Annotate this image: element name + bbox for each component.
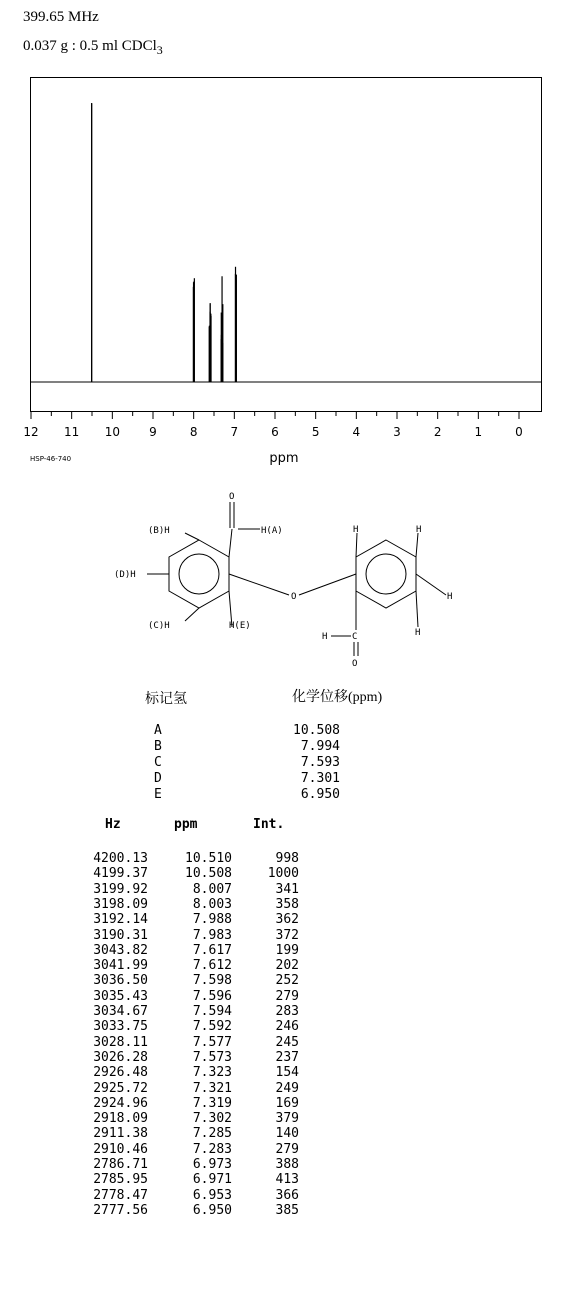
x-tick-label: 7 (230, 425, 239, 439)
peak-hz: 2786.71 (93, 1157, 148, 1172)
peak-int: 245 (275, 1034, 299, 1050)
left-ring-aromatic-circle (179, 554, 219, 594)
assignment-header-label: 标记氢 (145, 692, 187, 707)
peak-ppm: 7.302 (192, 1111, 232, 1127)
peak-ppm: 7.285 (192, 1126, 232, 1142)
peak-table-header-ppm: ppm (174, 817, 198, 832)
peak-ppm: 7.988 (192, 912, 232, 928)
peak-ppm: 7.612 (192, 958, 232, 974)
left-ring (169, 540, 229, 608)
x-tick-label: 8 (189, 425, 198, 439)
bond-h-r2 (416, 533, 418, 557)
peak-hz: 2918.09 (93, 1111, 148, 1127)
assignment-label: B (154, 739, 162, 754)
x-axis-tick-labels (23, 425, 522, 439)
peak-ppm: 7.598 (192, 973, 232, 989)
label-hd: (D)H (114, 570, 136, 580)
bond-h-r3 (416, 574, 446, 595)
x-tick-label: 11 (64, 425, 80, 439)
peak-ppm: 10.508 (185, 866, 232, 882)
peak-ppm: 7.617 (192, 942, 232, 958)
assignment-shift: 7.301 (300, 771, 340, 786)
label-h-r1: H (353, 525, 359, 535)
peak-int: 202 (275, 958, 299, 974)
label-c-ald: C (352, 632, 358, 642)
label-o-top: O (229, 492, 235, 502)
x-tick-label: 9 (149, 425, 157, 439)
plot-frame (31, 78, 542, 412)
peak-table-header-hz: Hz (105, 817, 121, 832)
x-tick-label: 10 (104, 425, 120, 439)
assignment-shift: 10.508 (293, 723, 340, 738)
label-he: H(E) (229, 621, 251, 631)
peak-int: 1000 (267, 866, 299, 882)
peak-int: 413 (275, 1172, 299, 1188)
x-tick-label: 4 (352, 425, 361, 439)
assignment-label: C (154, 755, 162, 770)
peak-int: 379 (275, 1111, 299, 1127)
peak-ppm: 10.510 (185, 851, 232, 866)
assignment-label: A (154, 723, 162, 738)
x-tick-label: 3 (393, 425, 401, 439)
peak-int: 366 (275, 1187, 299, 1203)
peak-int: 385 (275, 1202, 299, 1218)
peak-hz: 3041.99 (93, 958, 148, 974)
peak-hz: 2926.48 (93, 1065, 148, 1081)
x-tick-label: 2 (433, 425, 442, 439)
assignment-label: E (154, 787, 162, 802)
peak-int: 358 (275, 896, 299, 912)
label-ha: H(A) (261, 526, 283, 536)
bond-hb (185, 533, 199, 540)
label-hc: (C)H (148, 621, 170, 631)
peak-hz: 3192.14 (93, 912, 148, 928)
peak-ppm: 6.950 (192, 1202, 232, 1218)
peak-hz: 2925.72 (93, 1080, 148, 1096)
x-tick-label: 1 (474, 425, 483, 439)
peak-hz: 2910.46 (93, 1141, 148, 1157)
assignment-shift: 7.593 (300, 755, 340, 770)
peak-ppm: 7.983 (192, 927, 232, 943)
spectrum-code: HSP-46-740 (30, 455, 72, 463)
peak-ppm: 6.973 (192, 1157, 232, 1172)
peak-hz: 2785.95 (93, 1172, 148, 1188)
peak-ppm: 7.321 (192, 1080, 232, 1096)
assignment-shift: 7.994 (300, 739, 340, 754)
x-tick-label: 6 (271, 425, 279, 439)
x-tick-label: 0 (515, 425, 523, 439)
bond-hc (185, 608, 199, 621)
peak-hz: 3198.09 (93, 896, 148, 912)
peak-int: 279 (275, 1141, 299, 1157)
sample-subscript: 3 (156, 43, 163, 57)
peak-hz: 2777.56 (93, 1202, 148, 1218)
peak-int: 199 (275, 942, 299, 958)
label-h-r3: H (447, 592, 453, 602)
peak-int: 246 (275, 1019, 299, 1035)
label-hb: (B)H (148, 526, 170, 536)
peak-ppm: 8.007 (192, 881, 232, 897)
peak-ppm: 7.596 (192, 988, 232, 1004)
peak-hz: 3028.11 (93, 1034, 148, 1050)
assignment-header-shift: 化学位移(ppm) (292, 690, 383, 705)
peak-hz: 3034.67 (93, 1004, 148, 1019)
x-axis-ticks (31, 412, 519, 419)
peak-ppm: 7.323 (192, 1065, 232, 1081)
peak-int: 372 (275, 927, 299, 943)
peak-hz: 4199.37 (93, 866, 148, 882)
peak-table-header-int: Int. (253, 817, 285, 832)
peak-ppm: 7.577 (192, 1034, 232, 1050)
molecular-structure (0, 485, 570, 685)
peak-int: 341 (275, 881, 299, 897)
peak-int: 249 (275, 1080, 299, 1096)
bond-c-cho-top (229, 529, 232, 557)
peak-ppm: 7.594 (192, 1004, 232, 1019)
peak-int: 362 (275, 912, 299, 928)
label-o-bottom: O (352, 659, 358, 669)
peak-ppm: 7.283 (192, 1141, 232, 1157)
peak-hz: 3035.43 (93, 988, 148, 1004)
peak-int: 283 (275, 1004, 299, 1019)
x-axis-label: ppm (269, 451, 299, 466)
x-tick-label: 12 (23, 425, 39, 439)
peaks-group (92, 103, 237, 382)
peak-hz: 3033.75 (93, 1019, 148, 1035)
assignment-shift: 6.950 (300, 787, 340, 802)
peak-hz: 2924.96 (93, 1095, 148, 1111)
peak-hz: 3199.92 (93, 881, 148, 897)
peak-int: 998 (275, 851, 299, 866)
sample-concentration-text: 0.037 g : 0.5 ml CDCl (23, 38, 157, 54)
right-ring (356, 540, 416, 608)
bond-h-r4 (416, 591, 418, 627)
nmr-spectrum-chart (0, 0, 570, 470)
peak-int: 169 (275, 1095, 299, 1111)
label-h-r5: H (322, 632, 328, 642)
x-tick-label: 5 (311, 425, 320, 439)
peak-ppm: 6.971 (192, 1172, 232, 1188)
peak-ppm: 7.319 (192, 1095, 232, 1111)
peak-hz: 4200.13 (93, 851, 148, 866)
peak-int: 237 (275, 1049, 299, 1065)
label-h-r2: H (416, 525, 422, 535)
peak-hz: 3043.82 (93, 942, 148, 958)
label-o-bridge: O (291, 592, 297, 602)
label-h-r4: H (415, 628, 421, 638)
bond-ether-left (229, 574, 289, 595)
peak-hz: 2778.47 (93, 1187, 148, 1203)
peak-int: 140 (275, 1126, 299, 1142)
bond-ether-right (299, 574, 356, 595)
peak-ppm: 6.953 (192, 1187, 232, 1203)
right-ring-aromatic-circle (366, 554, 406, 594)
peak-ppm: 7.573 (192, 1049, 232, 1065)
assignment-label: D (154, 771, 162, 786)
peak-int: 154 (275, 1065, 299, 1081)
peak-hz: 2911.38 (93, 1126, 148, 1142)
peak-int: 388 (275, 1157, 299, 1172)
peak-ppm: 7.592 (192, 1019, 232, 1035)
peak-hz: 3026.28 (93, 1049, 148, 1065)
peak-ppm: 8.003 (192, 896, 232, 912)
peak-int: 279 (275, 988, 299, 1004)
peak-int: 252 (275, 973, 299, 989)
peak-hz: 3036.50 (93, 973, 148, 989)
peak-hz: 3190.31 (93, 927, 148, 943)
bond-h-r1 (356, 533, 357, 557)
spectrometer-frequency: 399.65 MHz (23, 9, 99, 25)
